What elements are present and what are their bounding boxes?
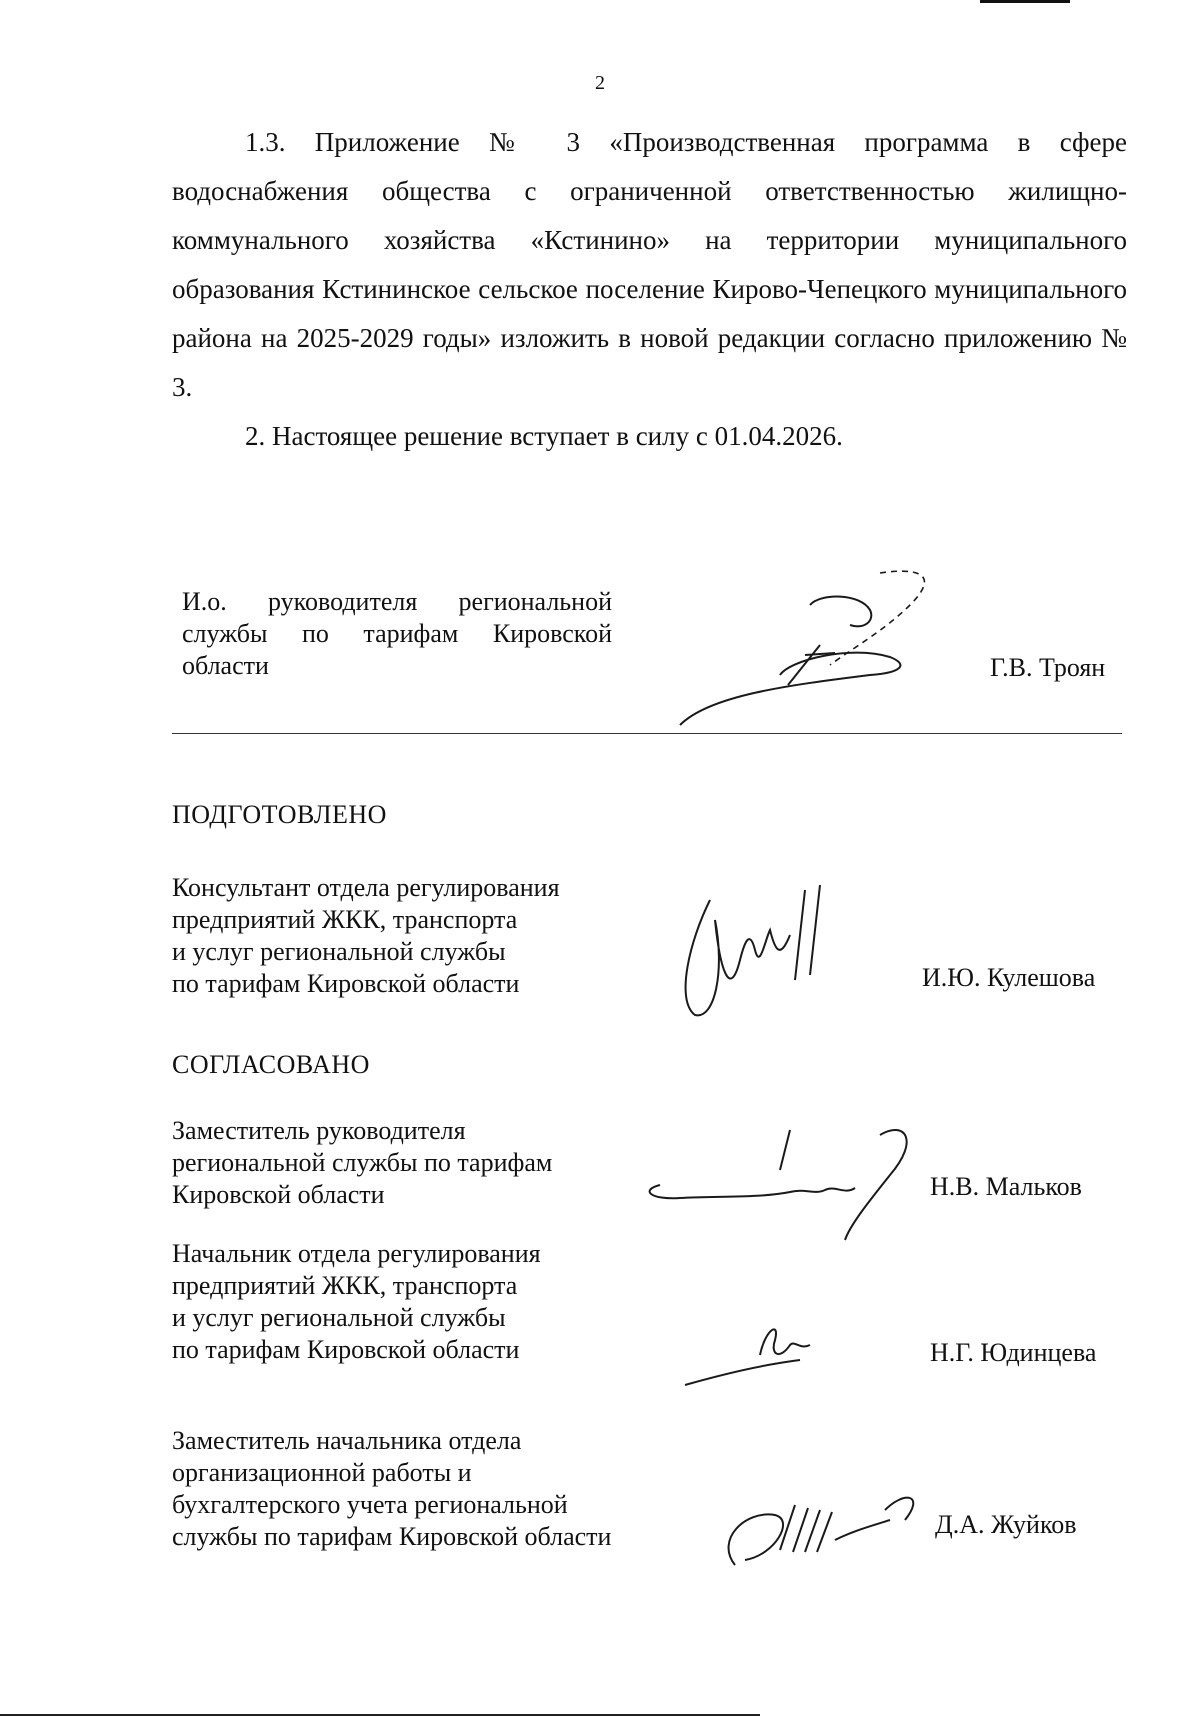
head-position (182, 586, 612, 682)
position-line: предприятий ЖКК, транспорта (172, 905, 518, 934)
position-line: Заместитель руководителя (172, 1116, 466, 1145)
position-line: Консультант отдела регулирования (172, 873, 560, 902)
position-line: по тарифам Кировской области (172, 969, 520, 998)
position-line: региональной службы по тарифам (172, 1148, 553, 1177)
prepared-position (172, 872, 672, 1000)
position-line: Начальник отдела регулирования (172, 1239, 541, 1268)
agreed-name-3: Д.А. Жуйков (935, 1510, 1077, 1539)
paragraph-2: 2. Настоящее решение вступает в силу с 01.04.2026. (245, 421, 843, 451)
prepared-signature (670, 880, 840, 1030)
agreed-signature-2 (680, 1315, 840, 1390)
decision-text (172, 118, 1127, 461)
agreed-signature-3 (715, 1480, 945, 1580)
position-line: службы по тарифам Кировской области (172, 1522, 612, 1551)
agreed-position-2 (172, 1238, 672, 1366)
agreed-position-3 (172, 1425, 672, 1553)
bottom-edge-rule (0, 1714, 760, 1716)
top-edge-mark (980, 0, 1070, 3)
agreed-name-1: Н.В. Мальков (930, 1172, 1082, 1201)
position-line: и услуг региональной службы (172, 1303, 506, 1332)
agreed-signature-1 (640, 1120, 940, 1250)
head-signature (670, 565, 970, 735)
position-line: и услуг региональной службы (172, 937, 506, 966)
prepared-label: ПОДГОТОВЛЕНО (172, 800, 387, 829)
signature-rule (172, 733, 1122, 734)
head-name: Г.В. Троян (990, 653, 1106, 682)
position-line: бухгалтерского учета региональной (172, 1490, 568, 1519)
position-line: организационной работы и (172, 1458, 472, 1487)
position-line: по тарифам Кировской области (172, 1335, 520, 1364)
prepared-name: И.Ю. Кулешова (922, 963, 1096, 992)
agreed-name-2: Н.Г. Юдинцева (930, 1338, 1097, 1367)
position-line: предприятий ЖКК, транспорта (172, 1271, 518, 1300)
agreed-label: СОГЛАСОВАНО (172, 1050, 370, 1079)
head-position-line: области (182, 651, 269, 680)
position-line: Заместитель начальника отдела (172, 1426, 522, 1455)
position-line: Кировской области (172, 1180, 385, 1209)
paragraph-1-3: 1.3. Приложение № 3 «Производственная программа в сфере водоснабжения общества с ограниченной ответственностью жилищно-коммунального хозяйства «Кстинино» на территории муниципального образования Кстининское сельское поселение Кирово-Чепецкого муниципального района на 2025-2029 годы» изложить в новой редакции согласно приложению № 3. (172, 127, 1127, 402)
head-position-line: службы по тарифам Кировской (182, 619, 612, 648)
head-position-line: И.о. руководителя региональной (182, 587, 612, 616)
page-number: 2 (595, 72, 605, 94)
agreed-position-1 (172, 1115, 672, 1211)
